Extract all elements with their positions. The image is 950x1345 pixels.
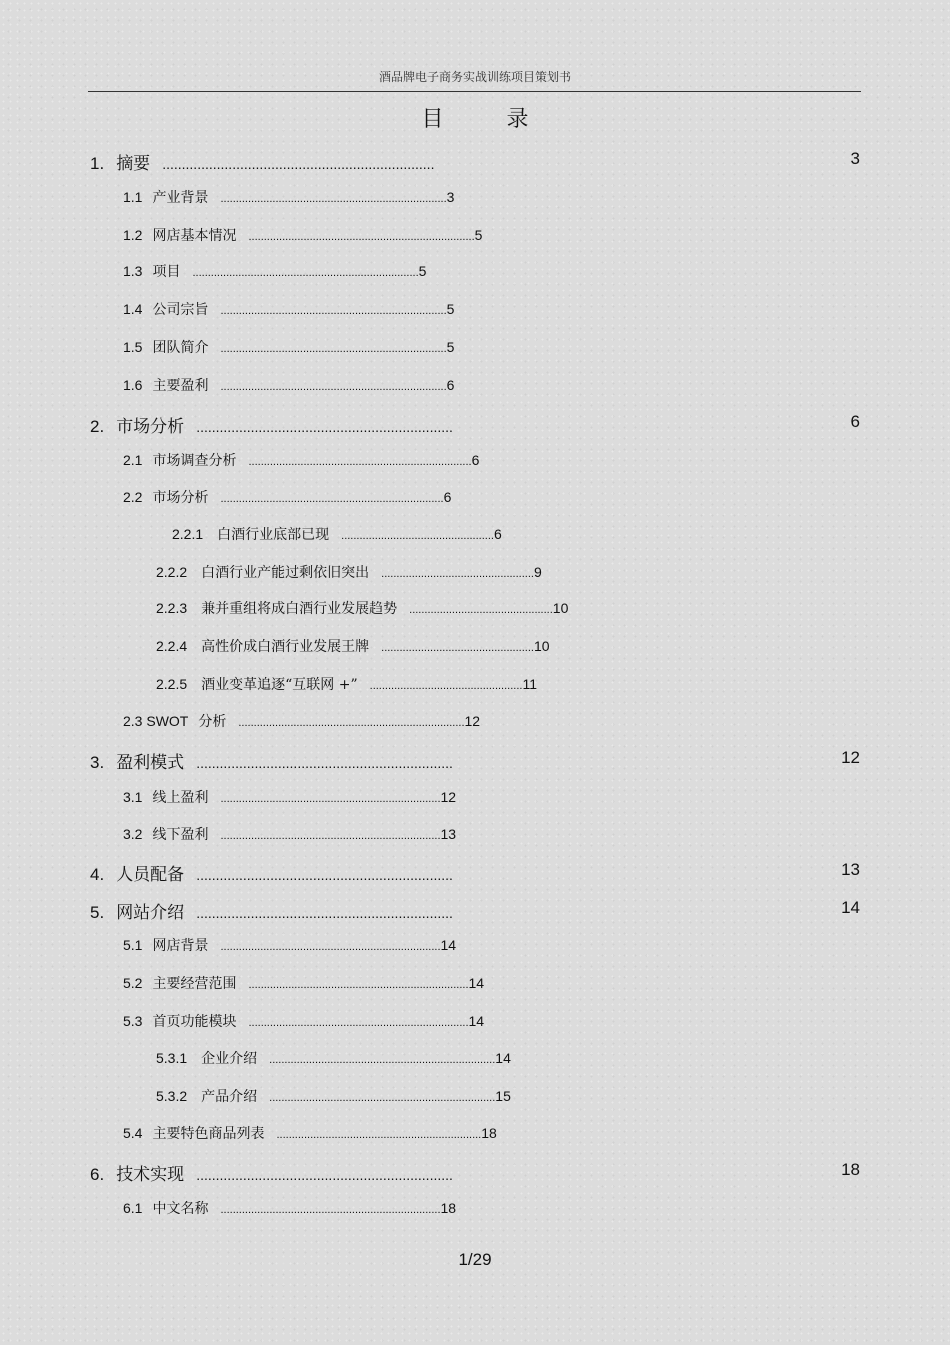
toc-entry-number: 2.1 <box>123 452 143 468</box>
toc-entry-number: 2.2.4 <box>156 638 188 654</box>
toc-dot-leader: .................................................. <box>381 568 534 580</box>
toc-entry-title: 网店背景 <box>152 938 209 954</box>
toc-entry[interactable] <box>123 824 456 844</box>
toc-entry-title: 盈利模式 <box>116 753 185 773</box>
toc-entry-title: 项目 <box>152 264 181 280</box>
toc-entry-title: 产品介绍 <box>201 1089 258 1105</box>
toc-dot-leader: .................................................................. <box>196 867 453 883</box>
toc-dot-leader: ......................................................................... <box>248 456 472 468</box>
toc-entry-page: 3 <box>850 149 860 168</box>
toc-entry[interactable] <box>156 636 550 656</box>
toc-dot-leader: .......................................................................... <box>192 267 419 279</box>
toc-entry[interactable] <box>123 375 454 395</box>
toc-entry-page: 12 <box>440 789 457 805</box>
toc-entry[interactable] <box>123 711 480 731</box>
toc-entry-title: 市场分析 <box>152 490 209 506</box>
toc-dot-leader: .................................................................. <box>196 1167 453 1183</box>
toc-entry-page: 6 <box>443 489 452 505</box>
toc-entry-page: 18 <box>481 1125 497 1141</box>
toc-entry-page: 14 <box>440 937 457 953</box>
toc-entry-page: 6 <box>850 412 860 431</box>
toc-entry[interactable] <box>90 149 434 174</box>
toc-entry[interactable] <box>156 562 542 582</box>
toc-entry[interactable] <box>123 261 426 281</box>
toc-dot-leader: ......................................................................... <box>220 493 444 505</box>
toc-entry[interactable] <box>156 1086 511 1106</box>
toc-entry[interactable] <box>123 187 454 207</box>
toc-dot-leader: .......................................................................... <box>220 305 447 317</box>
toc-entry-number: 3.1 <box>123 789 143 805</box>
toc-entry-page: 18 <box>440 1200 457 1216</box>
toc-entry-number: 5.1 <box>123 937 143 953</box>
toc-entry-title: 市场分析 <box>116 417 185 437</box>
toc-entry-page: 11 <box>522 676 537 692</box>
toc-entry-title: 公司宗旨 <box>152 302 209 318</box>
toc-entry-page: 5 <box>446 339 455 355</box>
toc-entry-number: 3. <box>90 753 105 772</box>
toc-entry[interactable] <box>123 299 454 319</box>
toc-dot-leader: .................................................. <box>369 680 523 692</box>
toc-entry[interactable] <box>123 787 456 807</box>
toc-entry-page: 14 <box>468 975 485 991</box>
toc-entry-number: 5. <box>90 903 105 922</box>
toc-entry[interactable] <box>123 450 479 470</box>
toc-dot-leader: ...................................................................... <box>162 156 435 172</box>
toc-entry[interactable] <box>123 487 451 507</box>
toc-entry-number: 2. <box>90 417 105 436</box>
toc-entry-title: 主要特色商品列表 <box>152 1126 265 1142</box>
toc-entry-title: 兼并重组将成白酒行业发展趋势 <box>201 601 398 617</box>
toc-entry-title: 中文名称 <box>152 1201 209 1217</box>
toc-entry-number: 1.3 <box>123 263 143 279</box>
toc-dot-leader: .......................................................................... <box>220 343 447 355</box>
toc-dot-leader: ........................................................................ <box>220 830 441 842</box>
toc-dot-leader: ............................................... <box>409 604 553 616</box>
toc-entry-title: 白酒行业产能过剩依旧突出 <box>201 565 370 581</box>
toc-entry[interactable] <box>123 225 482 245</box>
toc-entry-title: 网站介绍 <box>116 903 185 923</box>
toc-dot-leader: .......................................................................... <box>248 231 475 243</box>
toc-entry[interactable] <box>156 598 568 618</box>
toc-entry-title: 线上盈利 <box>152 790 209 806</box>
toc-entry-number: 2.2.3 <box>156 600 188 616</box>
toc-entry-page: 14 <box>468 1013 485 1029</box>
toc-entry-title: 人员配备 <box>116 865 185 885</box>
toc-entry-page: 5 <box>474 227 483 243</box>
toc-entry-number: 1.2 <box>123 227 143 243</box>
toc-entry-title: 白酒行业底部已现 <box>217 527 330 543</box>
toc-entry-page: 15 <box>495 1088 511 1104</box>
toc-entry[interactable] <box>90 1160 453 1185</box>
toc-entry-number: 1.4 <box>123 301 143 317</box>
toc-entry-number: 2.3 SWOT <box>123 713 189 729</box>
toc-entry-number: 5.2 <box>123 975 143 991</box>
toc-entry-page: 6 <box>446 377 455 393</box>
running-header: 酒品牌电子商务实战训练项目策划书 <box>378 70 571 84</box>
toc-entry-page: 9 <box>533 564 542 580</box>
toc-entry-number: 2.2.5 <box>156 676 188 692</box>
toc-entry-number: 6.1 <box>123 1200 143 1216</box>
toc-dot-leader: .................................................................. <box>196 419 453 435</box>
toc-entry-number: 6. <box>90 1165 105 1184</box>
toc-entry-title: 市场调查分析 <box>152 453 237 469</box>
toc-entry-title: 线下盈利 <box>152 827 209 843</box>
toc-entry-title: 网店基本情况 <box>152 228 237 244</box>
toc-entry[interactable] <box>156 1048 511 1068</box>
toc-entry-number: 2.2.1 <box>172 526 204 542</box>
toc-entry-number: 3.2 <box>123 826 143 842</box>
toc-dot-leader: ........................................................................ <box>220 941 441 953</box>
toc-entry-page: 14 <box>841 898 860 917</box>
toc-entry-title: 主要经营范围 <box>152 976 237 992</box>
toc-entry-number: 5.3.1 <box>156 1050 188 1066</box>
toc-entry[interactable] <box>90 898 453 923</box>
toc-entry[interactable] <box>123 337 454 357</box>
toc-dot-leader: .......................................................................... <box>269 1092 496 1104</box>
toc-entry-title: 技术实现 <box>116 1165 185 1185</box>
toc-entry[interactable] <box>172 524 502 544</box>
toc-entry-number: 5.3.2 <box>156 1088 188 1104</box>
toc-dot-leader: .......................................................................... <box>269 1054 496 1066</box>
toc-entry-number: 1.5 <box>123 339 143 355</box>
toc-entry-title: 产业背景 <box>152 190 209 206</box>
toc-dot-leader: .................................................. <box>341 530 494 542</box>
toc-entry[interactable] <box>123 1198 456 1218</box>
toc-entry-title: 团队简介 <box>152 340 209 356</box>
toc-entry-number: 2.2.2 <box>156 564 188 580</box>
toc-entry-title: 酒业变革追逐“互联网 +” <box>201 677 358 693</box>
toc-dot-leader: ........................................................................ <box>248 1017 469 1029</box>
toc-entry[interactable] <box>123 935 456 955</box>
toc-entry[interactable] <box>123 1011 484 1031</box>
toc-entry-title: 企业介绍 <box>201 1051 258 1067</box>
toc-dot-leader: ........................................................................ <box>220 793 441 805</box>
toc-dot-leader: .......................................................................... <box>220 193 447 205</box>
page-number: 1/29 <box>458 1250 492 1269</box>
toc-entry-title: 高性价成白酒行业发展王牌 <box>201 639 370 655</box>
toc-dot-leader: .......................................................................... <box>238 717 465 729</box>
toc-title: 目 录 <box>421 107 557 132</box>
toc-entry-number: 2.2 <box>123 489 143 505</box>
toc-entry-page: 12 <box>464 713 481 729</box>
toc-entry[interactable] <box>123 973 484 993</box>
toc-entry-page: 18 <box>841 1160 860 1179</box>
toc-entry-page: 10 <box>552 600 569 616</box>
toc-entry-page: 5 <box>418 263 427 279</box>
toc-entry-page: 6 <box>471 452 480 468</box>
toc-dot-leader: ........................................................................ <box>248 979 469 991</box>
toc-entry-title: 首页功能模块 <box>152 1014 237 1030</box>
toc-entry-title: 分析 <box>198 714 227 730</box>
toc-entry-number: 1.1 <box>123 189 143 205</box>
toc-entry-title: 摘要 <box>116 154 151 174</box>
toc-entry-number: 1.6 <box>123 377 143 393</box>
toc-entry[interactable] <box>123 1123 497 1143</box>
toc-dot-leader: .................................................................. <box>196 755 453 771</box>
toc-entry-number: 1. <box>90 154 105 173</box>
header-rule <box>88 91 861 92</box>
toc-entry-page: 12 <box>841 748 860 767</box>
toc-entry[interactable] <box>90 860 453 885</box>
toc-entry[interactable] <box>90 748 453 773</box>
toc-dot-leader: ........................................................................ <box>220 1204 441 1216</box>
toc-dot-leader: .......................................................................... <box>220 381 447 393</box>
toc-entry-page: 10 <box>533 638 550 654</box>
toc-entry-page: 5 <box>446 301 455 317</box>
toc-entry-number: 5.3 <box>123 1013 143 1029</box>
toc-entry-page: 13 <box>440 826 457 842</box>
toc-entry-number: 5.4 <box>123 1125 143 1141</box>
toc-entry-page: 14 <box>495 1050 511 1066</box>
toc-dot-leader: ................................................................... <box>276 1129 482 1141</box>
toc-entry[interactable] <box>90 412 453 437</box>
toc-entry[interactable] <box>156 674 537 694</box>
toc-entry-title: 主要盈利 <box>152 378 209 394</box>
toc-entry-number: 4. <box>90 865 105 884</box>
toc-dot-leader: .................................................. <box>381 642 534 654</box>
toc-entry-page: 6 <box>493 526 502 542</box>
toc-entry-page: 13 <box>841 860 860 879</box>
toc-entry-page: 3 <box>446 189 455 205</box>
toc-dot-leader: .................................................................. <box>196 905 453 921</box>
